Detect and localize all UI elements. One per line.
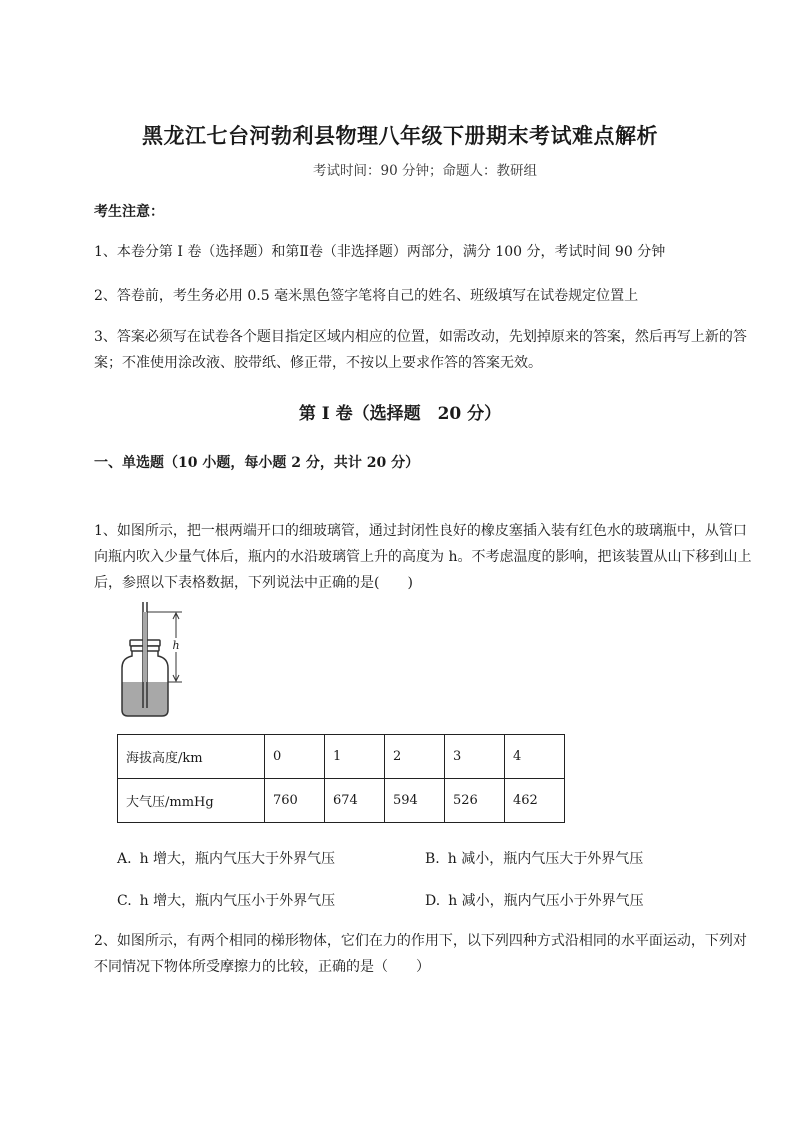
option-letter: A. [117, 851, 132, 867]
page-title: 黑龙江七台河勃利县物理八年级下册期末考试难点解析 [142, 123, 658, 148]
table-cell: 1 [325, 735, 385, 779]
option-c[interactable] [117, 890, 335, 910]
option-text: h 增大，瓶内气压大于外界气压 [139, 851, 336, 867]
option-letter: B. [425, 851, 440, 867]
table-row [118, 735, 565, 779]
option-letter: D. [425, 893, 441, 909]
notice-item-2: 2、答卷前，考生务必用 0.5 毫米黑色签字笔将自己的姓名、班级填写在试卷规定位置上 [94, 288, 639, 304]
question-2-text: 2、如图所示，有两个相同的梯形物体，它们在力的作用下，以下列四种方式沿相同的水平面运动，下列对不同情况下物体所受摩擦力的比较，正确的是（ ） [94, 933, 747, 975]
option-text: h 减小，瓶内气压大于外界气压 [447, 851, 644, 867]
figure-label-h: h [172, 639, 180, 652]
exam-info: 考试时间：90 分钟；命题人：教研组 [313, 163, 537, 179]
option-a[interactable] [117, 848, 335, 868]
notice-item-3: 3、答案必须写在试卷各个题目指定区域内相应的位置，如需改动，先划掉原来的答案，然后再写上新的答案；不准使用涂改液、胶带纸、修正带，不按以上要求作答的答案无效。 [94, 329, 747, 371]
notice-item-1: 1、本卷分第 I 卷（选择题）和第Ⅱ卷（非选择题）两部分，满分 100 分，考试时间 90 分钟 [94, 244, 666, 260]
table-cell: 3 [445, 735, 505, 779]
option-b[interactable] [425, 848, 643, 868]
table-cell: 大气压/mmHg [118, 779, 265, 823]
section-heading: 一、单选题（10 小题，每小题 2 分，共计 20 分） [94, 455, 420, 471]
table-cell: 594 [385, 779, 445, 823]
option-text: h 增大，瓶内气压小于外界气压 [139, 893, 336, 909]
table-cell: 462 [505, 779, 565, 823]
table-cell: 0 [265, 735, 325, 779]
table-cell: 4 [505, 735, 565, 779]
option-text: h 减小，瓶内气压小于外界气压 [448, 893, 644, 909]
altitude-pressure-table [117, 734, 565, 823]
table-cell: 海拔高度/km [118, 735, 265, 779]
option-d[interactable] [425, 890, 644, 910]
table-row [118, 779, 565, 823]
option-letter: C. [117, 893, 132, 909]
notice-title: 考生注意： [94, 204, 164, 220]
section-title: 第 I 卷（选择题 20 分） [298, 404, 502, 424]
table-cell: 760 [265, 779, 325, 823]
bottle-apparatus-figure [116, 598, 196, 722]
table-cell: 674 [325, 779, 385, 823]
table-cell: 2 [385, 735, 445, 779]
table-cell: 526 [445, 779, 505, 823]
question-1-text: 1、如图所示，把一根两端开口的细玻璃管，通过封闭性良好的橡皮塞插入装有红色水的玻璃瓶中，从管口向瓶内吹入少量气体后，瓶内的水沿玻璃管上升的高度为 h。不考虑温度的影响，把该装置从山下移到山上后，参照以下表格数据，下列说法中正确的是( ) [94, 523, 752, 591]
